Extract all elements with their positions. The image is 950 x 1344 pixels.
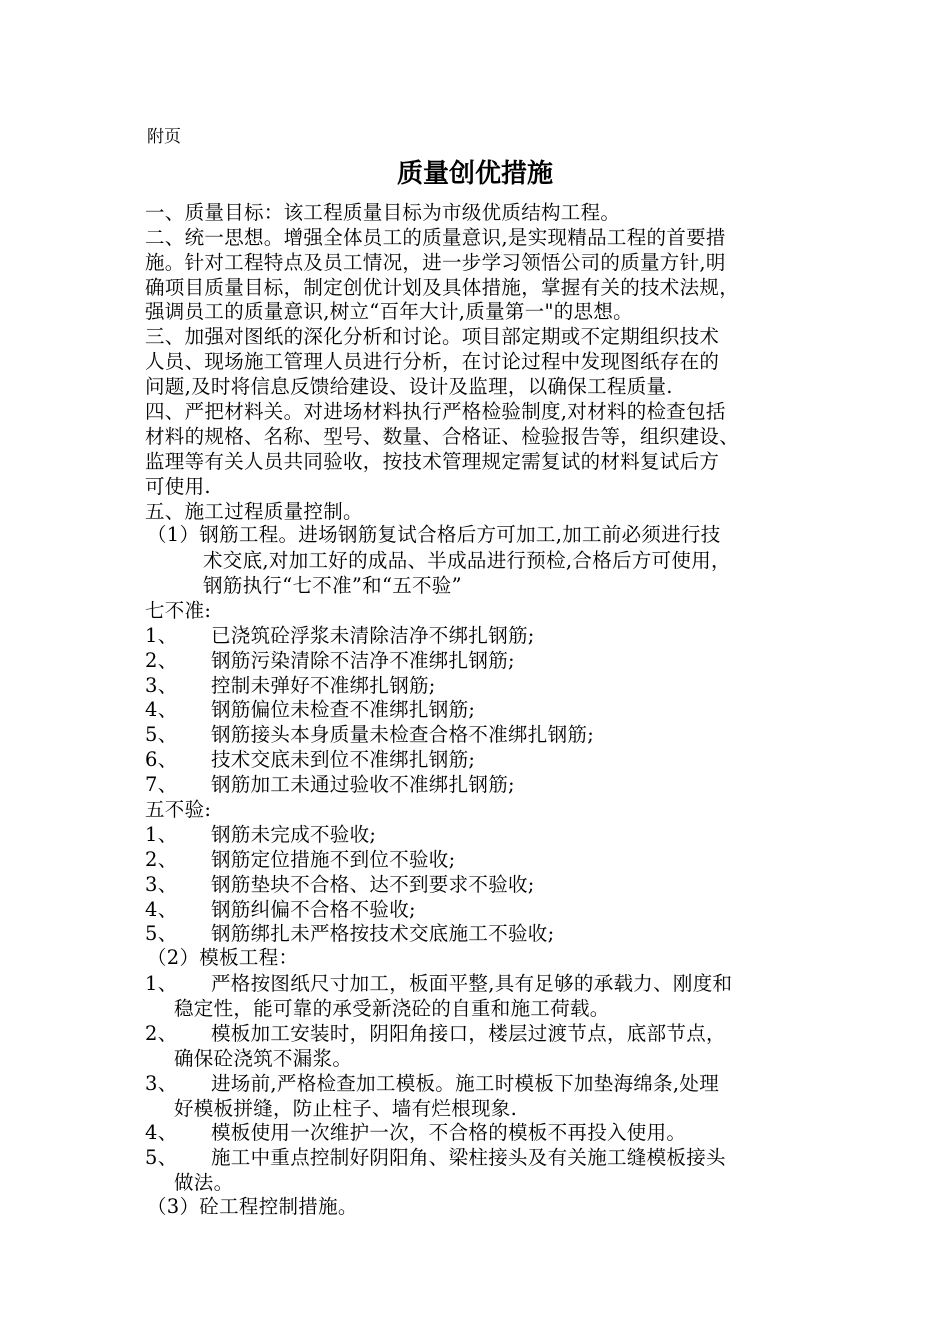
paragraph-line: 术交底,对加工好的成品、半成品进行预检,合格后方可使用， bbox=[203, 549, 731, 572]
paragraph-line: 可使用. bbox=[145, 475, 211, 498]
list-item-continuation: 做法。 bbox=[174, 1171, 234, 1194]
paragraph-line: 施。针对工程特点及员工情况，进一步学习领悟公司的质量方针,明 bbox=[145, 251, 726, 274]
paragraph-line: 强调员工的质量意识,树立“百年大计,质量第一"的思想。 bbox=[145, 300, 633, 323]
page-title: 质量创优措施 bbox=[396, 159, 553, 189]
list-heading: 七不准: bbox=[145, 599, 212, 622]
paragraph-line: 三、加强对图纸的深化分析和讨论。项目部定期或不定期组织技术 bbox=[145, 325, 720, 348]
list-item: 3、 控制未弹好不准绑扎钢筋; bbox=[145, 674, 436, 697]
list-item: 1、 严格按图纸尺寸加工，板面平整,具有足够的承载力、刚度和 bbox=[145, 972, 733, 995]
paragraph-line: 四、严把材料关。对进场材料执行严格检验制度,对材料的检查包括 bbox=[145, 400, 726, 423]
list-item: 4、 钢筋纠偏不合格不验收; bbox=[145, 898, 416, 921]
paragraph-line: （1）钢筋工程。进场钢筋复试合格后方可加工,加工前必须进行技 bbox=[147, 523, 721, 546]
list-item: 2、 钢筋污染清除不洁净不准绑扎钢筋; bbox=[145, 649, 515, 672]
paragraph-line: 二、统一思想。增强全体员工的质量意识,是实现精品工程的首要措 bbox=[145, 226, 726, 249]
paragraph-line: 人员、现场施工管理人员进行分析，在讨论过程中发现图纸存在的 bbox=[145, 350, 720, 373]
page-header: 附页 bbox=[147, 127, 181, 147]
list-item-continuation: 确保砼浇筑不漏浆。 bbox=[174, 1047, 353, 1070]
paragraph-line: 一、质量目标：该工程质量目标为市级优质结构工程。 bbox=[145, 201, 621, 224]
list-item: 3、 钢筋垫块不合格、达不到要求不验收; bbox=[145, 873, 535, 896]
list-item: 2、 钢筋定位措施不到位不验收; bbox=[145, 848, 456, 871]
list-item: 4、 钢筋偏位未检查不准绑扎钢筋; bbox=[145, 698, 476, 721]
list-item: 7、 钢筋加工未通过验收不准绑扎钢筋; bbox=[145, 773, 515, 796]
paragraph-line: 确项目质量目标，制定创优计划及具体措施，掌握有关的技术法规， bbox=[145, 276, 740, 299]
list-item-continuation: 稳定性，能可靠的承受新浇砼的自重和施工荷载。 bbox=[174, 997, 610, 1020]
section-heading: （2）模板工程： bbox=[147, 946, 299, 969]
list-heading: 五不验: bbox=[145, 798, 212, 821]
paragraph-line: 五、施工过程质量控制。 bbox=[145, 500, 363, 523]
list-item: 1、 已浇筑砼浮浆未清除洁净不绑扎钢筋; bbox=[145, 624, 535, 647]
list-item: 6、 技术交底未到位不准绑扎钢筋; bbox=[145, 748, 476, 771]
paragraph-line: 材料的规格、名称、型号、数量、合格证、检验报告等，组织建设、 bbox=[145, 425, 740, 448]
list-item: 5、 施工中重点控制好阴阳角、梁柱接头及有关施工缝模板接头 bbox=[145, 1146, 726, 1169]
list-item: 5、 钢筋接头本身质量未检查合格不准绑扎钢筋; bbox=[145, 723, 595, 746]
paragraph-line: 问题,及时将信息反馈给建设、设计及监理，以确保工程质量. bbox=[145, 375, 673, 398]
paragraph-line: 监理等有关人员共同验收，按技术管理规定需复试的材料复试后方 bbox=[145, 450, 720, 473]
list-item: 1、 钢筋未完成不验收; bbox=[145, 823, 377, 846]
list-item-continuation: 好模板拼缝，防止柱子、墙有烂根现象. bbox=[174, 1097, 518, 1120]
list-item: 4、 模板使用一次维护一次，不合格的模板不再投入使用。 bbox=[145, 1121, 687, 1144]
section-heading: （3）砼工程控制措施。 bbox=[147, 1195, 358, 1218]
list-item: 2、 模板加工安装时，阴阳角接口，楼层过渡节点，底部节点， bbox=[145, 1022, 726, 1045]
list-item: 5、 钢筋绑扎未严格按技术交底施工不验收; bbox=[145, 922, 555, 945]
list-item: 3、 进场前,严格检查加工模板。施工时模板下加垫海绵条,处理 bbox=[145, 1072, 719, 1095]
paragraph-line: 钢筋执行“七不准”和“五不验” bbox=[203, 574, 462, 597]
